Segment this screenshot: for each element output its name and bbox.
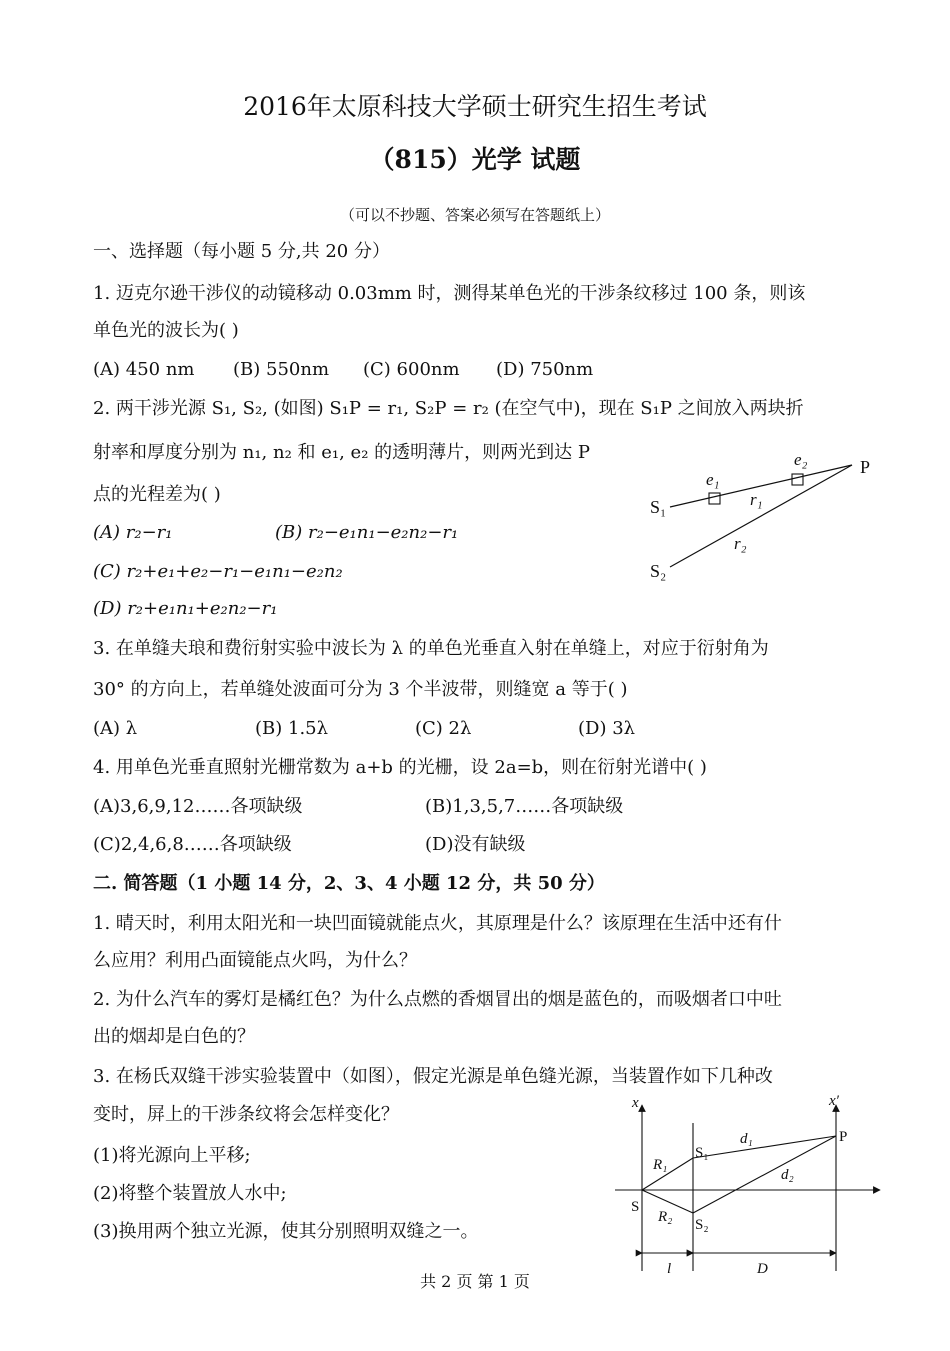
q4-option-a: (A)3,6,9,12……各项缺级 (93, 796, 303, 817)
label-s2: S₂ (695, 1217, 709, 1233)
label-x-prime: x′ (829, 1093, 839, 1109)
label-s1: S₁ (650, 497, 667, 517)
q2-option-d: (D) r₂+e₁n₁+e₂n₂−r₁ (93, 598, 278, 619)
s2-q3-line2: 变时，屏上的干涉条纹将会怎样变化？ (93, 1104, 399, 1125)
q3-option-b: (B) 1.5λ (255, 718, 329, 739)
q3-line2: 30° 的方向上，若单缝处波面可分为 3 个半波带，则缝宽 a 等于( ) (93, 679, 628, 700)
ray-r1 (642, 1158, 693, 1190)
s2-q3-item1: (1)将光源向上平移; (93, 1145, 251, 1166)
label-p: P (860, 457, 871, 477)
page-footer: 共 2 页 第 1 页 (420, 1272, 530, 1291)
s2-q2-line2: 出的烟却是白色的？ (93, 1026, 255, 1047)
q4-option-b: (B)1,3,5,7……各项缺级 (425, 796, 624, 817)
label-x: x (632, 1095, 639, 1111)
q1-option-b: (B) 550nm (233, 359, 330, 380)
q1-option-c: (C) 600nm (363, 359, 460, 380)
q3-option-c: (C) 2λ (415, 718, 472, 739)
label-e2: e₂ (794, 450, 808, 469)
exam-note: （可以不抄题、答案必须写在答题纸上） (339, 206, 610, 224)
section2-heading: 二. 简答题（1 小题 14 分，2、3、4 小题 12 分，共 50 分） (93, 873, 605, 894)
q1-option-d: (D) 750nm (496, 359, 594, 380)
s2-q2-line1: 2. 为什么汽车的雾灯是橘红色？为什么点燃的香烟冒出的烟是蓝色的，而吸烟者口中吐 (93, 989, 782, 1010)
label-e1: e₁ (706, 470, 720, 489)
q2-figure (640, 445, 890, 595)
q4-line1: 4. 用单色光垂直照射光栅常数为 a+b 的光栅，设 2a=b，则在衍射光谱中( ) (93, 757, 707, 778)
label-s2: S₂ (650, 561, 667, 581)
label-l: l (667, 1261, 672, 1277)
label-d2: d₂ (781, 1167, 794, 1183)
exam-subtitle: （815）光学 试题 (369, 145, 581, 174)
label-D: D (757, 1261, 768, 1277)
q2-option-a: (A) r₂−r₁ (93, 522, 173, 543)
exam-title: 2016年太原科技大学硕士研究生招生考试 (243, 92, 707, 121)
q4-option-c: (C)2,4,6,8……各项缺级 (93, 834, 292, 855)
young-figure (605, 1093, 895, 1283)
film-e1 (709, 493, 720, 504)
label-p: P (839, 1129, 848, 1145)
q2-option-c: (C) r₂+e₁+e₂−r₁−e₁n₁−e₂n₂ (93, 561, 343, 582)
q2-option-b: (B) r₂−e₁n₁−e₂n₂−r₁ (275, 522, 459, 543)
q1-option-a: (A) 450 nm (93, 359, 195, 380)
q1-line1: 1. 迈克尔逊干涉仪的动镜移动 0.03mm 时，测得某单色光的干涉条纹移过 100 条，则该 (93, 283, 806, 304)
label-r2: R₂ (658, 1209, 673, 1225)
q3-option-a: (A) λ (93, 718, 138, 739)
section1-heading: 一、选择题（每小题 5 分,共 20 分） (93, 241, 390, 262)
label-r1: R₁ (653, 1157, 668, 1173)
s2-q3-item2: (2)将整个装置放人水中; (93, 1183, 287, 1204)
s2-q1-line1: 1. 晴天时，利用太阳光和一块凹面镜就能点火，其原理是什么？该原理在生活中还有什 (93, 913, 782, 934)
q2-line3: 点的光程差为( ) (93, 484, 221, 505)
label-s: S (631, 1199, 640, 1215)
s2-q1-line2: 么应用？利用凸面镜能点火吗，为什么？ (93, 950, 417, 971)
q2-line2: 射率和厚度分别为 n₁, n₂ 和 e₁, e₂ 的透明薄片，则两光到达 P (93, 442, 590, 463)
q3-line1: 3. 在单缝夫琅和费衍射实验中波长为 λ 的单色光垂直入射在单缝上，对应于衍射角为 (93, 638, 769, 659)
label-r2: r₂ (734, 534, 747, 553)
label-d1: d₁ (740, 1131, 753, 1147)
q3-option-d: (D) 3λ (578, 718, 636, 739)
s2-q3-line1: 3. 在杨氏双缝干涉实验装置中（如图），假定光源是单色缝光源，当装置作如下几种改 (93, 1066, 773, 1087)
ray-s2p (670, 465, 852, 567)
q2-line1: 2. 两干涉光源 S₁, S₂, (如图) S₁P = r₁, S₂P = r₂ (在空气中)，现在 S₁P 之间放入两块折 (93, 398, 804, 419)
q4-option-d: (D)没有缺级 (425, 834, 526, 855)
q1-line2: 单色光的波长为( ) (93, 320, 239, 341)
label-r1: r₁ (750, 490, 763, 509)
label-s1: S₁ (695, 1145, 709, 1161)
s2-q3-item3: (3)换用两个独立光源，使其分别照明双缝之一。 (93, 1221, 479, 1242)
film-e2 (792, 474, 803, 485)
